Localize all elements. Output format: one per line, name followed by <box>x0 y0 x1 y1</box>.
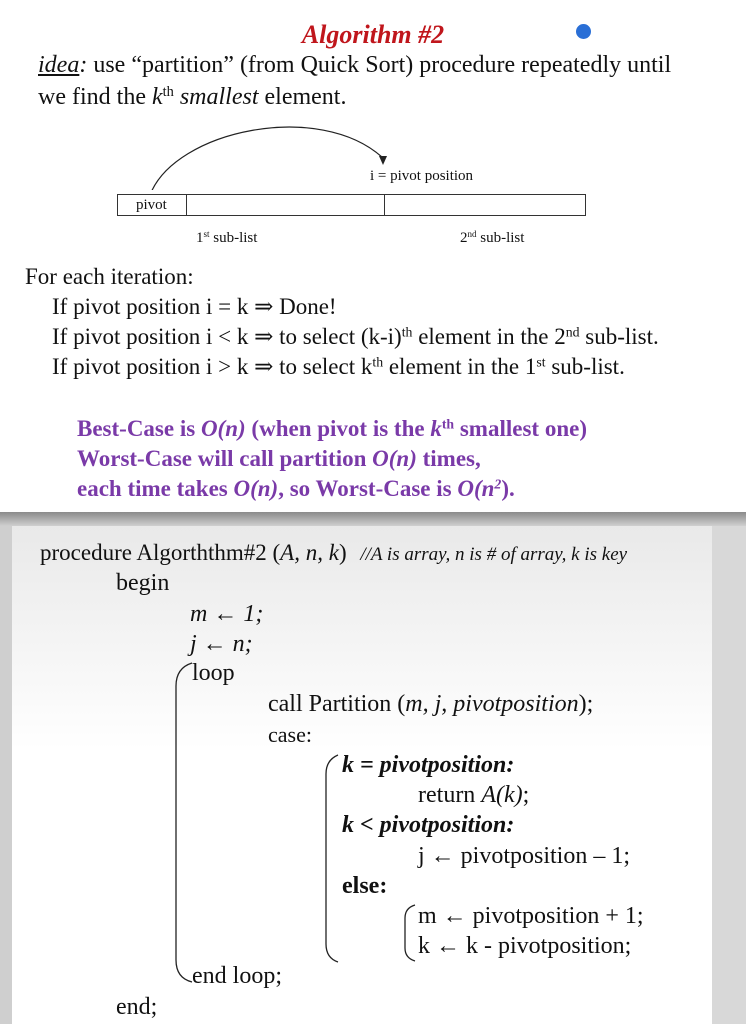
slide-separator <box>0 512 746 526</box>
sub1-rest: sub-list <box>209 230 258 246</box>
idea-text-2b: element. <box>258 84 347 110</box>
case2-a: If pivot position i < k ⇒ to select (k-i) <box>52 324 402 349</box>
idea-text-1: use “partition” (from Quick Sort) procedure repeatedly until <box>87 52 672 78</box>
best-c: (when pivot is the <box>245 416 431 441</box>
worst-a: Worst-Case will call partition <box>77 446 373 471</box>
bullet-dot-icon <box>576 24 591 39</box>
j-init: j ← n; <box>190 631 253 657</box>
idea-line-1 <box>38 52 671 79</box>
idea-label: idea <box>38 52 80 78</box>
best-case-line <box>77 416 587 442</box>
idea-line-2 <box>38 84 346 111</box>
first-sublist-label <box>196 230 257 247</box>
each-time-line <box>77 476 515 502</box>
first-sublist-cell <box>186 194 385 216</box>
each-b: O(n) <box>233 476 279 501</box>
iteration-heading: For each iteration: <box>25 264 194 289</box>
iteration-case-3 <box>52 354 625 380</box>
return-line <box>418 782 529 809</box>
begin-keyword: begin <box>116 570 170 596</box>
loop-keyword: loop <box>192 660 235 686</box>
case-keyword: case: <box>268 722 312 747</box>
second-sublist-cell <box>384 194 586 216</box>
iteration-case-2 <box>52 324 659 350</box>
each-e: 2 <box>494 476 502 492</box>
condition-less: k < pivotposition: <box>342 812 515 838</box>
case2-b: element in the 2 <box>412 324 566 349</box>
condition-equal: k = pivotposition: <box>342 752 515 778</box>
idea-text-2a: we find the <box>38 84 152 110</box>
iteration-case-1: If pivot position i = k ⇒ Done! <box>52 294 337 319</box>
idea-colon: : <box>79 52 88 78</box>
else-brace <box>400 902 420 964</box>
each-d: O(n <box>457 476 495 501</box>
case2-sup: th <box>401 324 413 340</box>
pivot-arrow-head-icon <box>379 156 387 165</box>
call-partition-line <box>268 691 593 718</box>
best-d: k <box>430 416 442 441</box>
case2-c: sub-list. <box>579 324 659 349</box>
idea-k: k <box>151 84 163 110</box>
best-f: smallest one) <box>454 416 587 441</box>
case3-b: element in the 1 <box>383 354 537 379</box>
m-init: m ← 1; <box>190 601 264 627</box>
pivot-arrow-curve <box>150 127 383 190</box>
each-c: , so Worst-Case is <box>278 476 458 501</box>
call-b: m, j, pivotposition <box>405 691 579 717</box>
procedure-comment: //A is array, n is # of array, k is key <box>360 544 628 565</box>
slide-left-edge <box>0 526 12 1024</box>
pivot-cell-label: pivot <box>136 197 167 213</box>
idea-th: th <box>162 84 174 101</box>
case3-a: If pivot position i > k ⇒ to select k <box>52 354 373 379</box>
m-update: m ← pivotposition + 1; <box>418 903 644 929</box>
second-sublist-label <box>460 230 524 247</box>
case3-c: sub-list. <box>545 354 625 379</box>
k-update: k ← k - pivotposition; <box>418 933 632 959</box>
header-c: ) <box>338 540 347 565</box>
each-f: ). <box>501 476 515 501</box>
slide-title: Algorithm #2 <box>301 20 445 49</box>
j-update: j ← pivotposition – 1; <box>418 843 631 869</box>
procedure-header <box>40 540 627 566</box>
header-b: A, n, k <box>280 540 339 565</box>
best-a: Best-Case is <box>77 416 201 441</box>
pivot-position-label: i = pivot position <box>370 168 474 184</box>
case3-sup2: st <box>536 354 546 370</box>
sub2-num: 2 <box>460 230 468 246</box>
slide-right-edge <box>712 526 746 1024</box>
sub2-sup: nd <box>467 229 477 240</box>
worst-case-line <box>77 446 481 472</box>
return-c: ; <box>522 782 530 808</box>
else-keyword: else: <box>342 873 388 899</box>
return-a: return <box>418 782 482 808</box>
case3-sup: th <box>372 354 384 370</box>
sub1-sup: st <box>203 229 210 240</box>
worst-b: O(n) <box>372 446 417 471</box>
sub1-num: 1 <box>196 230 204 246</box>
loop-brace <box>170 660 200 990</box>
each-a: each time takes <box>77 476 234 501</box>
end-keyword: end; <box>116 994 158 1020</box>
idea-smallest: smallest <box>173 84 259 110</box>
call-c: ); <box>578 691 594 717</box>
header-a: procedure Algorththm#2 ( <box>40 540 281 565</box>
case-brace <box>320 752 344 967</box>
end-loop-keyword: end loop; <box>192 963 282 989</box>
return-b: A(k) <box>481 782 523 808</box>
worst-c: times, <box>416 446 481 471</box>
case2-sup2: nd <box>565 324 580 340</box>
best-e: th <box>441 416 455 432</box>
best-b: O(n) <box>200 416 246 441</box>
call-a: call Partition ( <box>268 691 406 717</box>
sub2-rest: sub-list <box>476 230 525 246</box>
